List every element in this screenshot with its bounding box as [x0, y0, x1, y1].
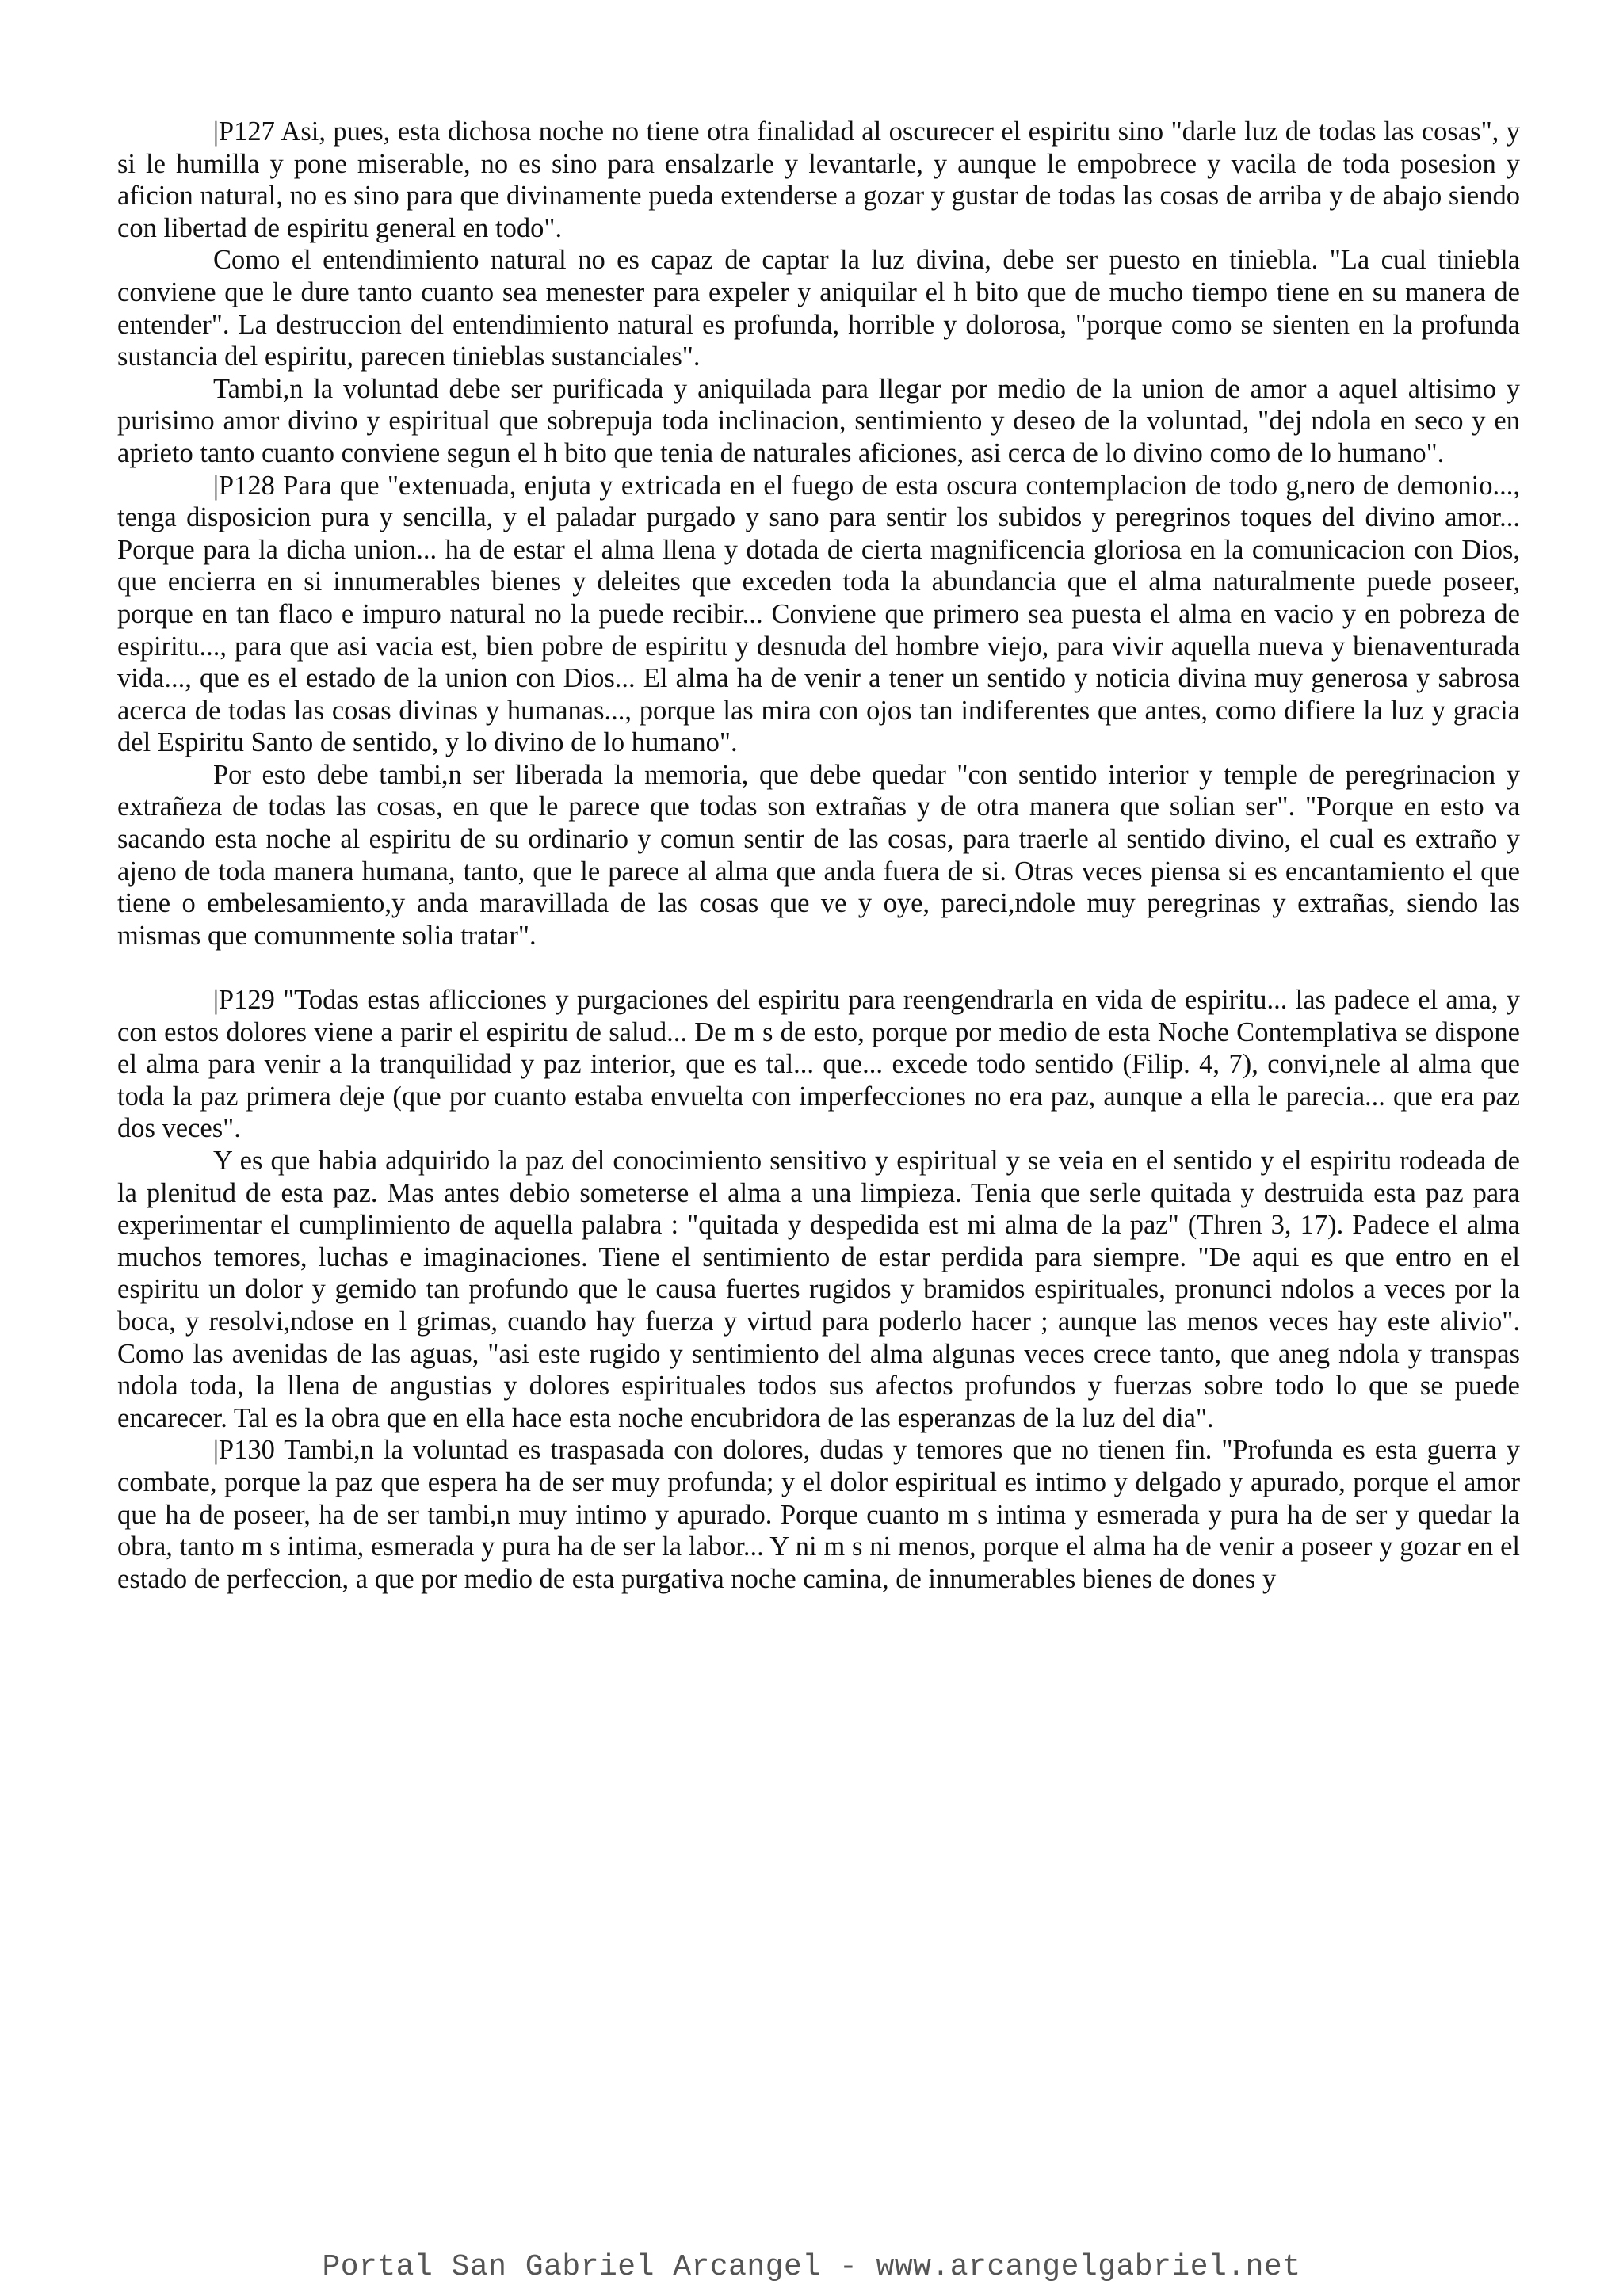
- document-body: [117, 116, 1520, 1595]
- paragraph-p128: |P128 Para que "extenuada, enjuta y extricada en el fuego de esta oscura contemplacion de todo g,nero de demonio..., tenga disposicion pura y sencilla, y el paladar purgado y sano para sentir los subidos y peregrinos toques del divino amor... Porque para la dicha union... ha de estar el alma llena y dotada de cierta magnificencia gloriosa en la comunicacion con Dios, que encierra en si innumerables bienes y deleites que exceden toda la abundancia que el alma naturalmente puede poseer, porque en tan flaco e impuro natural no la puede recibir... Conviene que primero sea puesta el alma en vacio y en pobreza de espiritu..., para que asi vacia est, bien pobre de espiritu y desnuda del hombre viejo, para vivir aquella nueva y bienaventurada vida..., que es el estado de la union con Dios... El alma ha de venir a tener un sentido y noticia divina muy generosa y sabrosa acerca de todas las cosas divinas y humanas..., porque las mira con ojos tan indiferentes que antes, como difiere la luz y gracia del Espiritu Santo de sentido, y lo divino de lo humano".: [117, 470, 1520, 758]
- paragraph-paz: Y es que habia adquirido la paz del conocimiento sensitivo y espiritual y se veia en el sentido y el espiritu rodeada de la plenitud de esta paz. Mas antes debio someterse el alma a una limpieza. Tenia que serle quitada y destruida esta paz para experimentar el cumplimiento de aquella palabra : "quitada y despedida est mi alma de la paz" (Thren 3, 17). Padece el alma muchos temores, luchas e imaginaciones. Tiene el sentimiento de estar perdida para siempre. "De aqui es que entro en el espiritu un dolor y gemido tan profundo que le causa fuertes rugidos y bramidos espirituales, pronunci ndolos a veces por la boca, y resolvi,ndose en l grimas, cuando hay fuerza y virtud para poderlo hacer ; aunque las menos veces hay este alivio". Como las avenidas de las aguas, "asi este rugido y sentimiento del alma algunas veces crece tanto, que aneg ndola y transpas ndola toda, la llena de angustias y dolores espirituales todos sus afectos profundos y fuerzas sobre todo lo que se puede encarecer. Tal es la obra que en ella hace esta noche encubridora de las esperanzas de la luz del dia".: [117, 1146, 1520, 1433]
- paragraph-p127: |P127 Asi, pues, esta dichosa noche no tiene otra finalidad al oscurecer el espiritu sino "darle luz de todas las cosas", y si le humilla y pone miserable, no es sino para ensalzarle y levantarle, y aunque le empobrece y vacila de toda posesion y aficion natural, no es sino para que divinamente pueda extenderse a gozar y gustar de todas las cosas de arriba y de abajo siendo con libertad de espiritu general en todo".: [117, 116, 1520, 243]
- paragraph-entendimiento: Como el entendimiento natural no es capaz de captar la luz divina, debe ser puesto en tiniebla. "La cual tiniebla conviene que le dure tanto cuanto sea menester para expeler y aniquilar el h bito que de mucho tiempo tiene en su manera de entender". La destruccion del entendimiento natural es profunda, horrible y dolorosa, "porque como se sienten en la profunda sustancia del espiritu, parecen tinieblas sustanciales".: [117, 245, 1520, 372]
- paragraph-memoria: Por esto debe tambi,n ser liberada la memoria, que debe quedar "con sentido interior y temple de peregrinacion y extrañeza de todas las cosas, en que le parece que todas son extrañas y de otra manera que solian ser". "Porque en esto va sacando esta noche al espiritu de su ordinario y comun sentir de las cosas, para traerle al sentido divino, el cual es extraño y ajeno de toda manera humana, tanto, que le parece al alma que anda fuera de si. Otras veces piensa si es encantamiento el que tiene o embelesamiento,y anda maravillada de las cosas que ve y oye, pareci,ndole muy peregrinas y extrañas, siendo las mismas que comunmente solia tratar".: [117, 759, 1520, 951]
- paragraph-voluntad: Tambi,n la voluntad debe ser purificada y aniquilada para llegar por medio de la union de amor a aquel altisimo y purisimo amor divino y espiritual que sobrepuja toda inclinacion, sentimiento y deseo de la voluntad, "dej ndola en seco y en aprieto tanto cuanto conviene segun el h bito que tenia de naturales aficiones, asi cerca de lo divino como de lo humano".: [117, 373, 1520, 468]
- paragraph-p129: |P129 "Todas estas aflicciones y purgaciones del espiritu para reengendrarla en vida de espiritu... las padece el ama, y con estos dolores viene a parir el espiritu de salud... De m s de esto, porque por medio de esta Noche Contemplativa se dispone el alma para venir a la tranquilidad y paz interior, que es tal... que... excede todo sentido (Filip. 4, 7), convi,nele al alma que toda la paz primera deje (que por cuanto estaba envuelta con imperfecciones no era paz, aunque a ella le parecia... que era paz dos veces".: [117, 985, 1520, 1144]
- paragraph-p130: |P130 Tambi,n la voluntad es traspasada con dolores, dudas y temores que no tienen fin. "Profunda es esta guerra y combate, porque la paz que espera ha de ser muy profunda; y el dolor espiritual es intimo y delgado y apurado, porque el amor que ha de poseer, ha de ser tambi,n muy intimo y apurado. Porque cuanto m s intima y esmerada y pura ha de ser y quedar la obra, tanto m s intima, esmerada y pura ha de ser la labor... Y ni m s ni menos, porque el alma ha de venir a poseer y gozar en el estado de perfeccion, a que por medio de esta purgativa noche camina, de innumerables bienes de dones y: [117, 1435, 1520, 1594]
- page-footer: Portal San Gabriel Arcangel - www.arcangelgabriel.net: [322, 2250, 1301, 2284]
